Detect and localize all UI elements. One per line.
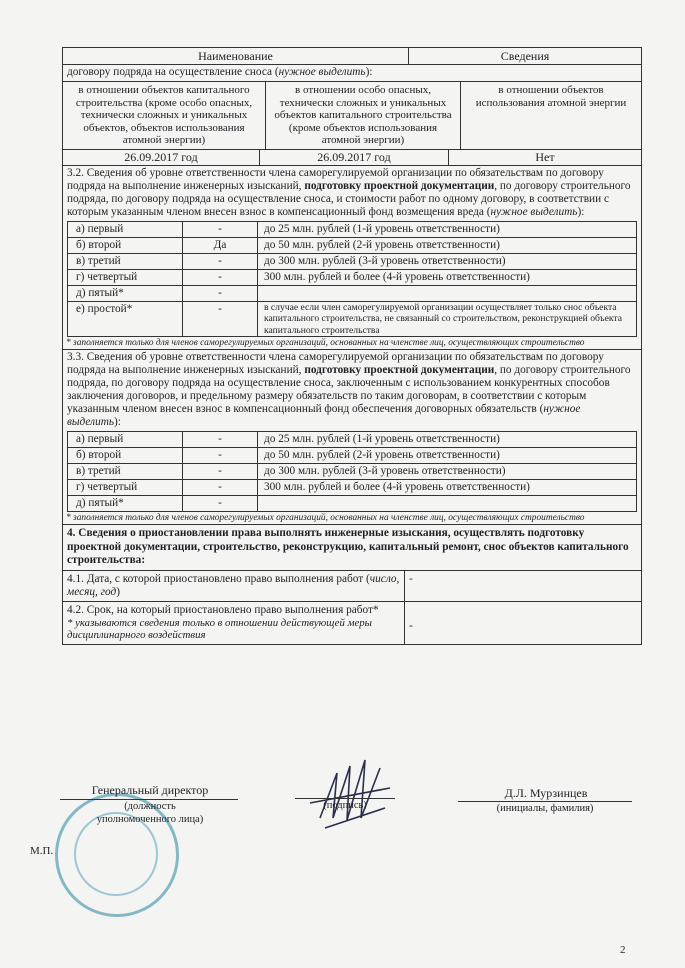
date-nuclear: Нет [535, 149, 555, 164]
footnote-3-2: * заполняется только для членов саморегулируемых организаций, основанных на членстве лиц, осуществляющих строительство [66, 338, 585, 349]
demolition-col-hazardous: в отношении особо опасных, технически сложных и уникальных объектов капитального строительства (кроме объектов использования атомной энергии) [266, 82, 461, 149]
liability-levels-3-2 [67, 221, 637, 338]
signature-line [295, 798, 395, 799]
question-4-1-label: 4.1. Дата, с которой приостановлено право выполнения работ (число, месяц, год) [63, 571, 405, 601]
name-caption: (инициалы, фамилия) [496, 803, 594, 814]
demolition-columns [63, 81, 641, 149]
signature-caption: (подпись) [323, 800, 367, 811]
level-row: в) третий - до 300 млн. рублей (3-й уровень ответственности) [68, 254, 636, 270]
level-row: б) второй - до 50 млн. рублей (2-й уровень ответственности) [68, 448, 636, 464]
header-name: Наименование [63, 48, 409, 64]
section-4-title: 4. Сведения о приостановлении права выполнять инженерные изыскания, осуществлять подготовку проектной документации, строительство, реконструкцию, капитальный ремонт, снос объектов капитального строительства: [67, 527, 629, 567]
liability-levels-3-3 [67, 431, 637, 512]
seal-place-label: М.П. [30, 845, 54, 857]
question-4-1 [63, 571, 641, 602]
position-line [60, 799, 238, 800]
signer-position: Генеральный директор [91, 783, 209, 797]
question-4-2-value: - [409, 619, 413, 632]
question-4-2-label: 4.2. Срок, на который приостановлено право выполнения работ* * указываются сведения только в отношении действующей меры дисциплинарного воздействия [63, 602, 405, 644]
level-row: б) второй Да до 50 млн. рублей (2-й уровень ответственности) [68, 238, 636, 254]
section-3-3-text: 3.3. Сведения об уровне ответственности члена саморегулируемой организации по обязательствам по договору подряда на выполнение инженерных изысканий, подготовку проектной документации, по договору строительного подряда, по договору подряда на осуществление сноса, заключенным с использованием конкурентных способов заключения договоров, и предельному размеру обязательств по таким договорам, в соответствии с которым указанным членом внесен взнос в компенсационный фонд обеспечения договорных обязательств (нужное выделить): [67, 351, 631, 429]
date-general: 26.09.2017 год [63, 150, 260, 165]
section-3-2 [63, 166, 641, 351]
document-table [62, 47, 642, 645]
page-number: 2 [620, 944, 626, 956]
section-3-3 [63, 350, 641, 525]
position-caption-2: уполномоченного лица) [96, 814, 204, 825]
demolition-intro: договору подряда на осуществление сноса (нужное выделить): [67, 66, 373, 78]
level-row: г) четвертый - 300 млн. рублей и более (4-й уровень ответственности) [68, 480, 636, 496]
demolition-block [63, 65, 641, 166]
signer-name: Д.Л. Мурзинцев [504, 786, 588, 800]
section-4 [63, 525, 641, 571]
demolition-col-nuclear: в отношении объектов использования атомной энергии [475, 84, 627, 109]
level-row: д) пятый* - [68, 496, 636, 511]
date-hazardous: 26.09.2017 год [260, 150, 449, 165]
name-line [458, 801, 632, 802]
demolition-dates [63, 149, 641, 165]
handwritten-signature [295, 748, 405, 838]
level-row: в) третий - до 300 млн. рублей (3-й уровень ответственности) [68, 464, 636, 480]
question-4-2-note: * указываются сведения только в отношении действующей меры дисциплинарного воздействия [67, 616, 372, 642]
demolition-col-general: в отношении объектов капитального строительства (кроме особо опасных, технически сложных и уникальных объектов, объектов использования атомной энергии) [63, 82, 266, 149]
level-row: г) четвертый - 300 млн. рублей и более (4-й уровень ответственности) [68, 270, 636, 286]
level-row: е) простой* - в случае если член саморегулируемой организации осуществляет только снос объекта капитального строительства, не связанный со строительством, реконструкцией объекта капитального строительства [68, 302, 636, 337]
level-row: д) пятый* - [68, 286, 636, 302]
level-row: а) первый - до 25 млн. рублей (1-й уровень ответственности) [68, 222, 636, 238]
section-3-2-text: 3.2. Сведения об уровне ответственности члена саморегулируемой организации по обязательствам по договору подряда на выполнение инженерных изысканий, подготовку проектной документации, по договору строительного подряда, по договору подряда на осуществление сноса, и стоимости работ по одному договору, в соответствии с которым указанным членом внесен взнос в компенсационный фонд возмещения вреда (нужное выделить): [67, 166, 631, 218]
position-caption-1: (должность [124, 801, 176, 812]
table-header [63, 48, 641, 65]
question-4-1-value: - [409, 572, 413, 585]
level-row: а) первый - до 25 млн. рублей (1-й уровень ответственности) [68, 432, 636, 448]
header-info: Сведения [500, 49, 550, 63]
footnote-3-3: * заполняется только для членов саморегулируемых организаций, основанных на членстве лиц, осуществляющих строительство [66, 513, 585, 524]
question-4-2 [63, 602, 641, 644]
